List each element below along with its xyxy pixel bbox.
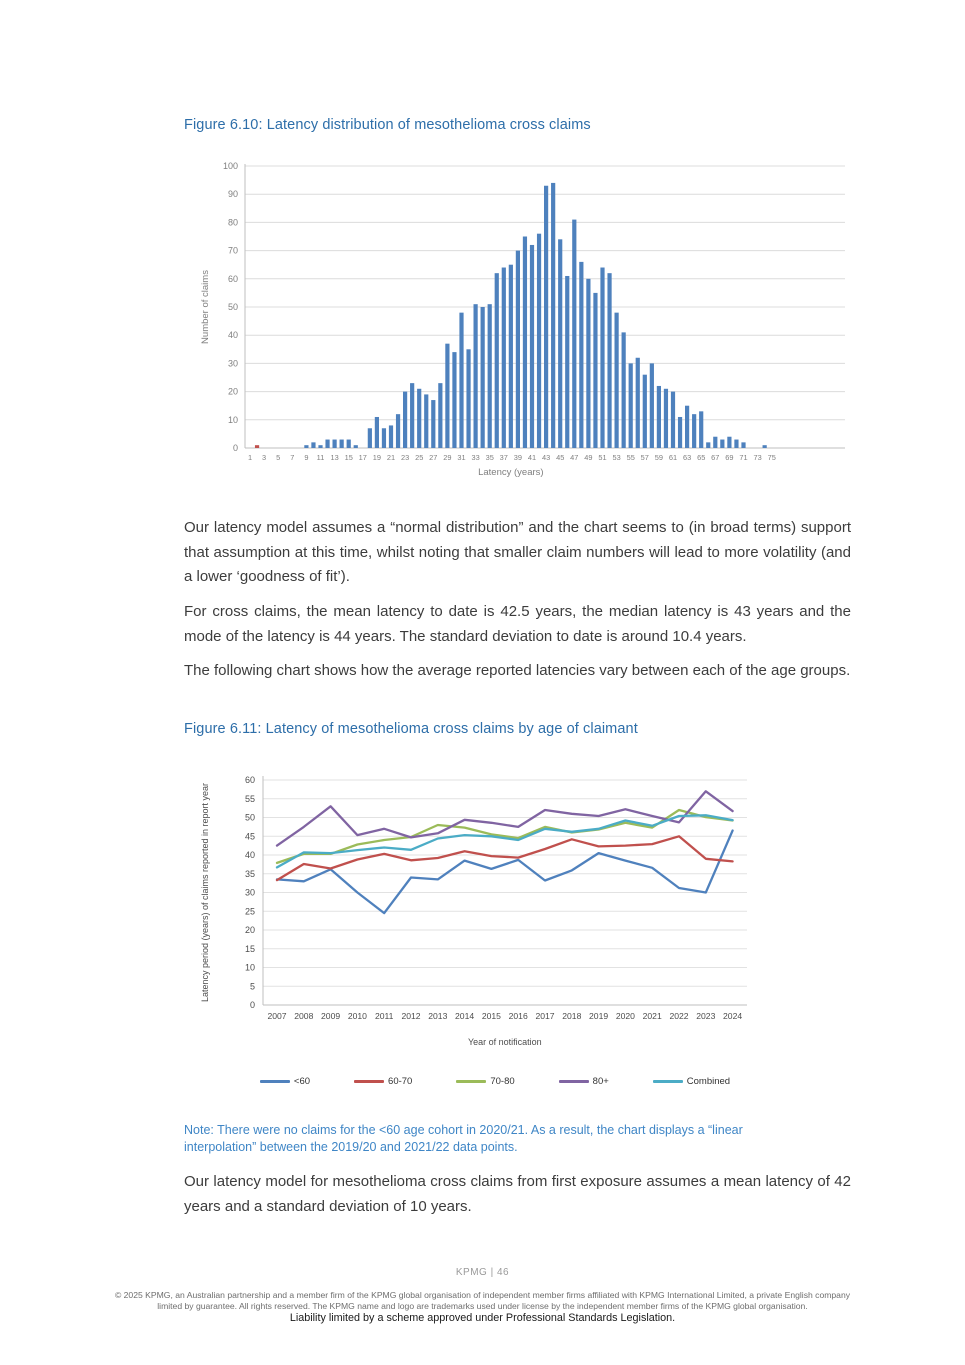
svg-text:71: 71 — [739, 453, 748, 462]
svg-text:9: 9 — [304, 453, 309, 462]
svg-text:60: 60 — [244, 775, 255, 785]
svg-text:30: 30 — [244, 887, 255, 898]
legend-label: <60 — [293, 1076, 311, 1087]
svg-text:0: 0 — [232, 443, 238, 453]
svg-text:Number of claims: Number of claims — [200, 270, 211, 344]
legend-label: 60-70 — [388, 1076, 413, 1087]
legend-label: 70-80 — [490, 1076, 515, 1087]
svg-text:59: 59 — [654, 453, 664, 462]
svg-text:49: 49 — [584, 453, 593, 462]
svg-text:2012: 2012 — [401, 1011, 421, 1021]
svg-text:21: 21 — [386, 453, 396, 462]
svg-text:2019: 2019 — [589, 1011, 609, 1021]
svg-text:27: 27 — [429, 453, 438, 462]
svg-text:2018: 2018 — [562, 1011, 582, 1021]
legend-item-Combined — [653, 1076, 730, 1087]
svg-text:5: 5 — [276, 453, 281, 462]
svg-text:25: 25 — [415, 453, 424, 462]
svg-text:2010: 2010 — [347, 1011, 367, 1021]
svg-text:37: 37 — [499, 453, 508, 462]
svg-text:13: 13 — [330, 453, 339, 462]
svg-text:63: 63 — [682, 453, 692, 462]
svg-text:73: 73 — [753, 453, 762, 462]
svg-text:25: 25 — [244, 906, 255, 917]
svg-text:45: 45 — [244, 831, 255, 842]
paragraph-mean-median-mode: For cross claims, the mean latency to date is 42.5 years, the median latency is 43 years and the mode of the latency is 44 years. The standard deviation to date is around 10.4 years. — [184, 603, 851, 645]
svg-text:45: 45 — [556, 453, 565, 462]
svg-text:2014: 2014 — [455, 1011, 475, 1021]
paragraph-normal-distribution: Our latency model assumes a “normal distribution” and the chart seems to (in broad terms) support that assumption at this time, whilst noting that smaller claim numbers will lead to more volatility (and a lower ‘goodness of fit’). — [184, 519, 851, 585]
svg-text:Latency period (years) of clai: Latency period (years) of claims reported in report year — [200, 782, 210, 1003]
svg-text:2016: 2016 — [508, 1011, 528, 1021]
svg-text:0: 0 — [249, 1000, 255, 1010]
latency-by-age-chart — [195, 768, 770, 1073]
footer-copyright: © 2025 KPMG, an Australian partnership and a member firm of the KPMG global organisation of independent member firms affiliated with KPMG International Limited, a private English company limited by guarantee. All rights reserved. The KPMG name and logo are trademarks used under license by the independent member firms of the KPMG global organisation. — [114, 1290, 851, 1311]
svg-text:2015: 2015 — [481, 1011, 501, 1021]
figure-610-caption: Figure 6.10: Latency distribution of mesothelioma cross claims — [184, 117, 591, 133]
svg-text:3: 3 — [262, 453, 267, 462]
svg-text:65: 65 — [697, 453, 706, 462]
svg-text:50: 50 — [227, 302, 238, 312]
svg-text:2007: 2007 — [267, 1011, 287, 1021]
svg-text:23: 23 — [400, 453, 410, 462]
latency-distribution-chart — [195, 158, 865, 498]
svg-text:40: 40 — [244, 850, 255, 860]
svg-text:20: 20 — [227, 386, 238, 397]
svg-text:90: 90 — [227, 189, 238, 200]
svg-text:5: 5 — [249, 981, 255, 992]
svg-text:43: 43 — [541, 453, 551, 462]
svg-text:2023: 2023 — [696, 1011, 716, 1021]
svg-text:7: 7 — [290, 453, 295, 462]
svg-text:10: 10 — [227, 414, 238, 425]
legend-swatch — [354, 1080, 384, 1083]
svg-text:2021: 2021 — [642, 1011, 662, 1021]
legend-item-60-70 — [354, 1076, 412, 1087]
legend-item-80+ — [559, 1076, 609, 1087]
paragraph-latency-model: Our latency model for mesothelioma cross claims from first exposure assumes a mean latency of 42 years and a standard deviation of 10 years. — [184, 1173, 851, 1215]
svg-text:50: 50 — [244, 812, 255, 823]
legend-swatch — [456, 1080, 486, 1083]
svg-text:69: 69 — [725, 453, 734, 462]
footer-liability: Liability limited by a scheme approved under Professional Standards Legislation. — [289, 1312, 676, 1324]
svg-text:55: 55 — [244, 793, 255, 804]
svg-text:60: 60 — [227, 273, 238, 284]
legend-item-70-80 — [456, 1076, 514, 1087]
legend-label: Combined — [686, 1076, 731, 1087]
svg-text:17: 17 — [358, 453, 367, 462]
svg-text:35: 35 — [244, 868, 255, 879]
svg-text:2017: 2017 — [535, 1011, 555, 1021]
svg-text:2020: 2020 — [615, 1011, 635, 1021]
svg-text:100: 100 — [222, 161, 238, 171]
chart-note: Note: There were no claims for the <60 age cohort in 2020/21. As a result, the chart displays a “linear interpolation” between the 2019/20 and 2021/22 data points. — [184, 1123, 743, 1154]
svg-text:31: 31 — [457, 453, 466, 462]
svg-text:10: 10 — [244, 962, 255, 973]
svg-text:67: 67 — [711, 453, 720, 462]
legend-item-<60 — [260, 1076, 310, 1087]
svg-text:1: 1 — [247, 453, 253, 462]
svg-text:47: 47 — [570, 453, 579, 462]
svg-text:61: 61 — [668, 453, 678, 462]
svg-text:75: 75 — [767, 453, 776, 462]
footer-page-number: KPMG | 46 — [455, 1267, 510, 1278]
svg-text:53: 53 — [612, 453, 621, 462]
legend-swatch — [559, 1080, 589, 1083]
svg-text:Year of notification: Year of notification — [467, 1037, 542, 1047]
paragraph-following-chart: The following chart shows how the average reported latencies vary between each of the age groups. — [184, 662, 851, 679]
svg-text:2013: 2013 — [428, 1011, 448, 1021]
svg-text:20: 20 — [244, 925, 255, 935]
svg-text:57: 57 — [640, 453, 649, 462]
svg-text:19: 19 — [372, 453, 382, 462]
legend-swatch — [260, 1080, 290, 1083]
svg-text:2022: 2022 — [669, 1011, 689, 1021]
series-line-<60 — [277, 831, 733, 914]
svg-text:33: 33 — [471, 453, 480, 462]
figure-611-caption: Figure 6.11: Latency of mesothelioma cross claims by age of claimant — [184, 721, 638, 737]
svg-text:2011: 2011 — [374, 1011, 394, 1021]
svg-text:29: 29 — [443, 453, 452, 462]
latency-distribution-bar-chart-svg — [195, 158, 865, 493]
svg-text:11: 11 — [316, 453, 325, 462]
legend-swatch — [653, 1080, 683, 1083]
svg-text:39: 39 — [513, 453, 523, 462]
svg-text:40: 40 — [227, 330, 238, 341]
svg-text:15: 15 — [244, 943, 255, 954]
series-lines — [277, 791, 733, 913]
svg-text:Latency (years): Latency (years) — [478, 467, 544, 478]
svg-text:2009: 2009 — [321, 1011, 341, 1021]
chart-legend — [225, 1076, 765, 1087]
latency-by-age-line-chart-svg — [195, 768, 770, 1068]
svg-text:35: 35 — [485, 453, 494, 462]
svg-text:2008: 2008 — [294, 1011, 314, 1021]
svg-text:70: 70 — [227, 245, 238, 256]
svg-text:80: 80 — [227, 217, 238, 228]
svg-text:30: 30 — [227, 358, 238, 369]
svg-text:2024: 2024 — [723, 1011, 743, 1021]
svg-text:51: 51 — [598, 453, 607, 462]
legend-label: 80+ — [592, 1076, 609, 1087]
svg-text:15: 15 — [344, 453, 353, 462]
svg-text:41: 41 — [527, 453, 537, 462]
svg-text:55: 55 — [626, 453, 635, 462]
